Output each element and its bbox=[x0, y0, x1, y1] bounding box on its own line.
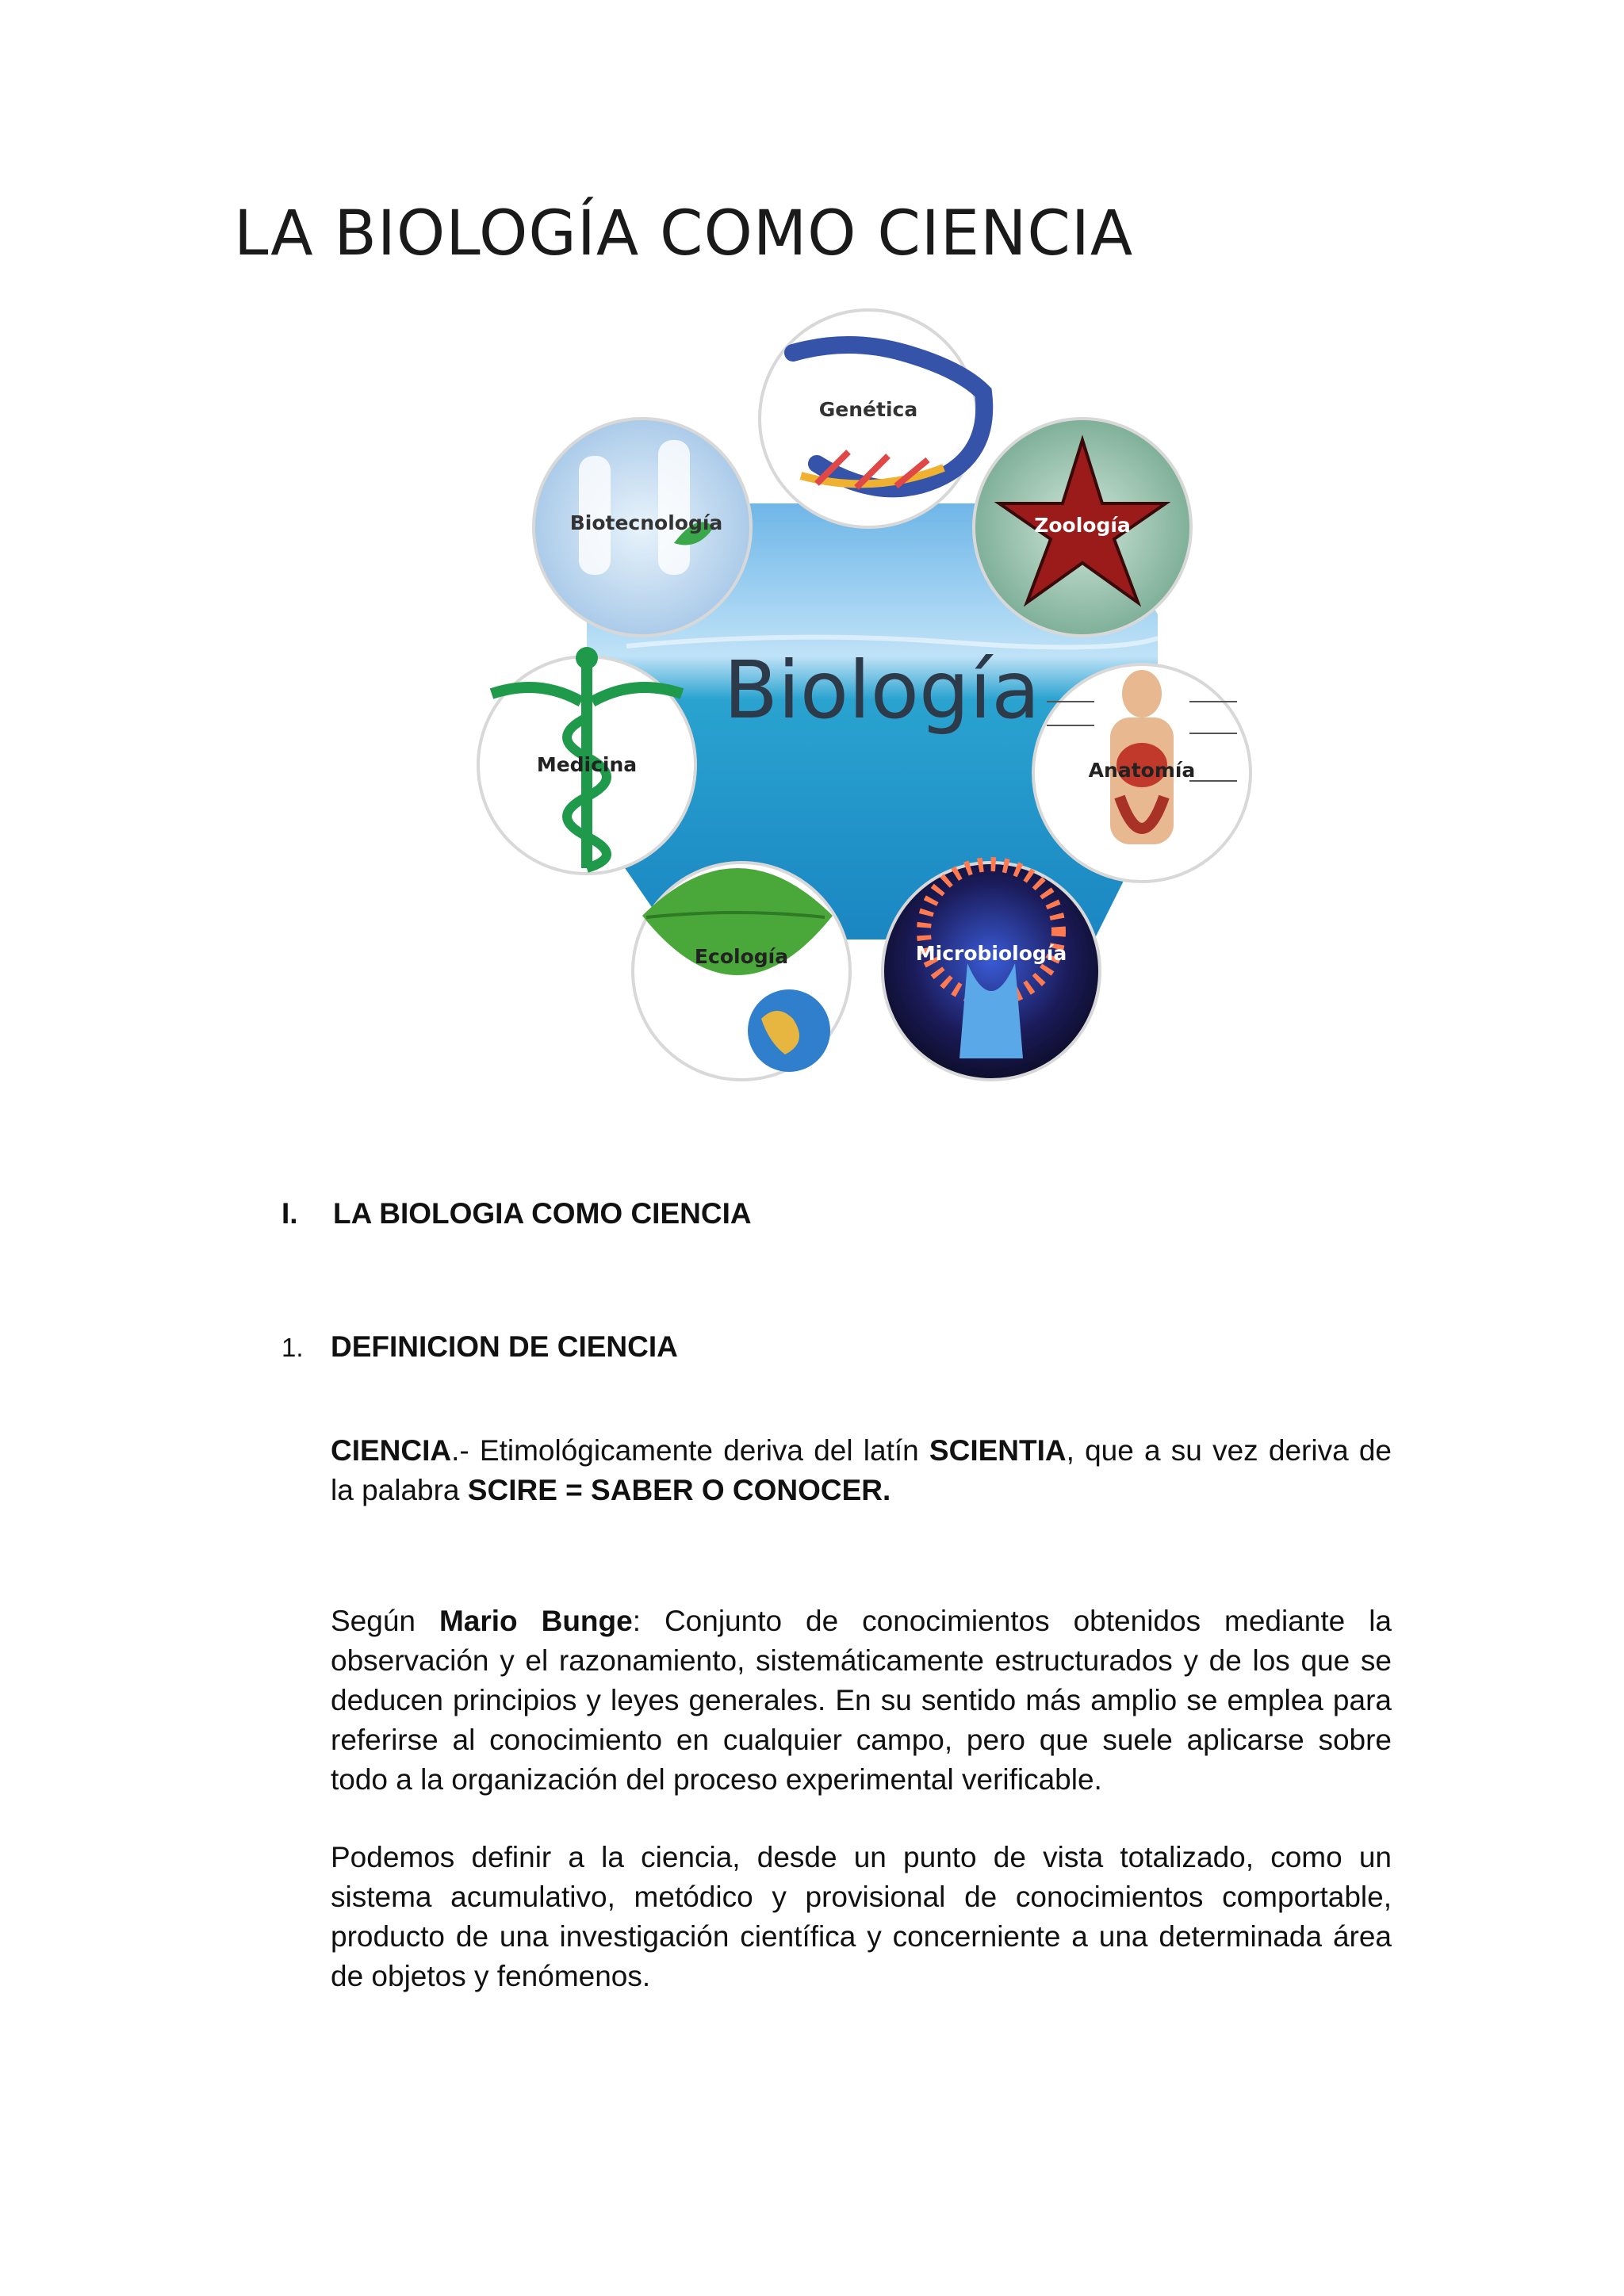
text-run: .- Etimológicamente deriva del latín bbox=[451, 1434, 929, 1467]
circle-label-medicina: Medicina bbox=[536, 753, 638, 776]
subsection-number: 1. bbox=[282, 1333, 304, 1362]
paragraph-general-definition: Podemos definir a la ciencia, desde un punto de vista totalizado, como un sistema acumulativo, metódico y provisional de conocimientos comportable, producto de una investigación científica y concerniente a una determinada área de objetos y fenómenos. bbox=[331, 1841, 1392, 1992]
section-heading bbox=[282, 1197, 752, 1230]
circle-label-anatomia: Anatomía bbox=[1088, 759, 1196, 782]
circle-label-ecologia: Ecología bbox=[694, 945, 789, 968]
center-label: Biología bbox=[723, 644, 1040, 737]
author-name: Mario Bunge bbox=[439, 1605, 633, 1637]
circle-label-genetica: Genética bbox=[818, 398, 918, 421]
term-scire: SCIRE = SABER O CONOCER. bbox=[467, 1474, 891, 1506]
circle-genetica bbox=[760, 310, 984, 527]
section-number: I. bbox=[282, 1197, 298, 1230]
circle-label-biotecnologia: Biotecnología bbox=[569, 511, 723, 534]
text-run: , que a su vez deriva de la palabra bbox=[331, 1434, 1392, 1506]
biology-branches-figure bbox=[476, 305, 1269, 1086]
page-title: LA BIOLOGÍA COMO CIENCIA bbox=[234, 198, 1134, 270]
circle-anatomia bbox=[1033, 664, 1251, 882]
text-run: Según bbox=[331, 1605, 439, 1637]
circle-ecologia bbox=[633, 863, 850, 1080]
paragraph-ciencia-etymology bbox=[331, 1431, 1392, 1510]
circle-label-microbiologia: Microbiología bbox=[915, 942, 1067, 965]
term-ciencia: CIENCIA bbox=[331, 1434, 452, 1467]
circle-label-zoologia: Zoología bbox=[1034, 514, 1131, 537]
circle-zoologia bbox=[974, 419, 1191, 636]
circle-biotecnologia bbox=[534, 419, 751, 636]
subsection-title: DEFINICION DE CIENCIA bbox=[331, 1330, 678, 1363]
section-title: LA BIOLOGIA COMO CIENCIA bbox=[333, 1197, 752, 1230]
term-scientia: SCIENTIA bbox=[929, 1434, 1067, 1467]
circle-microbiologia bbox=[883, 863, 1100, 1080]
subsection-heading bbox=[282, 1330, 678, 1364]
paragraph-bunge-definition bbox=[331, 1601, 1392, 1800]
text-run: : Conjunto de conocimientos obtenidos mediante la observación y el razonamiento, sistemáticamente estructurados y de los que se deducen principios y leyes generales. En su sentido más amplio se emplea para referirse al conocimiento en cualquier campo, pero que suele aplicarse sobre todo a la organización del proceso experimental verificable. bbox=[331, 1605, 1392, 1796]
